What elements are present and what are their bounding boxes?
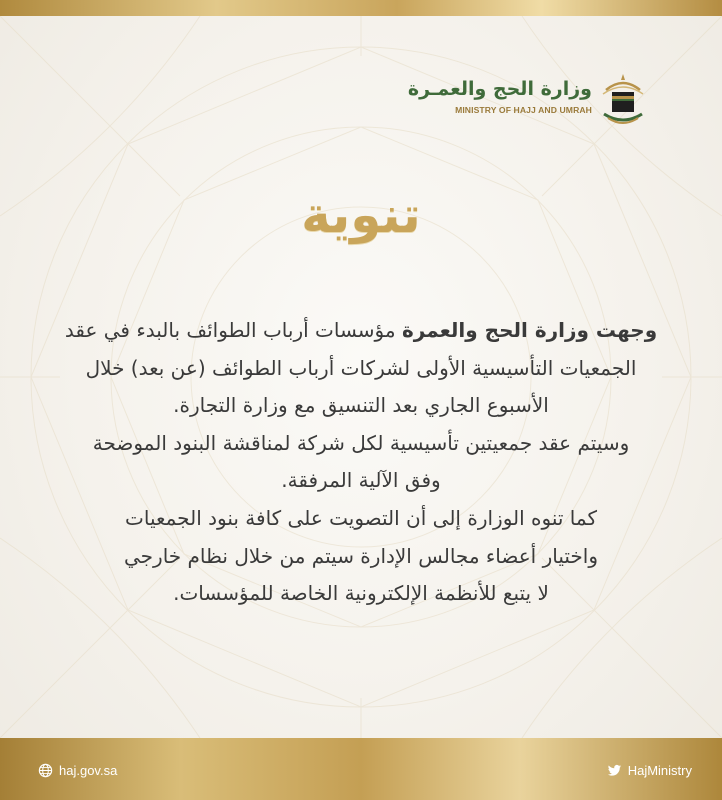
top-gold-bar	[0, 0, 722, 16]
ministry-logo	[396, 72, 646, 128]
notice-title: تنوية	[301, 186, 421, 244]
website-label: haj.gov.sa	[59, 762, 118, 778]
notice-line: لا يتبع للأنظمة الإلكترونية الخاصة للمؤسسات.	[173, 581, 549, 606]
twitter-handle: HajMinistry	[627, 762, 692, 778]
notice-line: وسيتم عقد جمعيتين تأسيسية لكل شركة لمناقشة البنود الموضحة	[92, 430, 630, 455]
notice-line: كما تنوه الوزارة إلى أن التصويت على كافة بنود الجمعيات	[125, 505, 597, 530]
globe-icon	[38, 763, 53, 778]
notice-body	[40, 312, 682, 613]
notice-line-text: مؤسسات أرباب الطوائف بالبدء في عقد	[64, 318, 402, 342]
kaaba-emblem-icon	[600, 72, 646, 126]
twitter-link[interactable]	[607, 760, 692, 780]
notice-line: الأسبوع الجاري بعد التنسيق مع وزارة التجارة.	[173, 393, 549, 418]
notice-line-bold: وجهت وزارة الحج والعمرة	[401, 318, 658, 342]
website-link[interactable]	[38, 760, 117, 780]
notice-line	[40, 312, 682, 350]
ministry-name-arabic: وزارة الحج والعمـرة	[407, 78, 592, 100]
notice-line: واختيار أعضاء مجالس الإدارة سيتم من خلال نظام خارجي	[124, 543, 598, 568]
twitter-icon	[607, 763, 622, 778]
notice-line: وفق الآلية المرفقة.	[281, 468, 441, 493]
notice-line: الجمعيات التأسيسية الأولى لشركات أرباب الطوائف (عن بعد) خلال	[85, 355, 637, 380]
ministry-name-english: MINISTRY OF HAJJ AND UMRAH	[455, 105, 592, 115]
